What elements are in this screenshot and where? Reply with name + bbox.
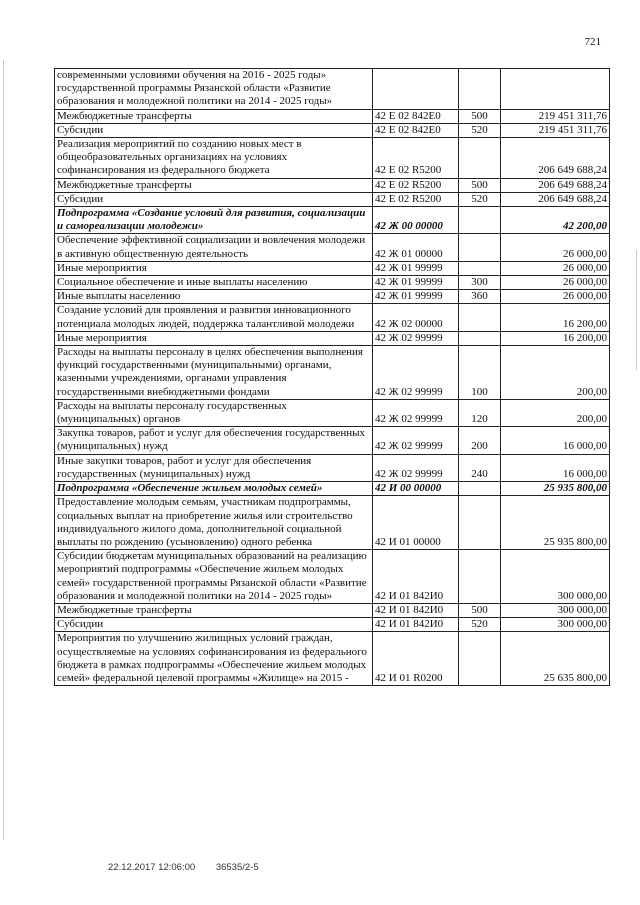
row-amount-cell: 16 000,00 <box>501 427 610 454</box>
row-name-cell: Иные закупки товаров, работ и услуг для обеспечения государственных (муниципальных) нужд <box>55 454 373 481</box>
row-expense-type-cell <box>459 207 501 234</box>
row-amount-cell: 300 000,00 <box>501 603 610 617</box>
row-expense-type-cell: 200 <box>459 427 501 454</box>
row-amount-cell: 26 000,00 <box>501 276 610 290</box>
scan-edge-left <box>3 60 4 840</box>
row-name-cell: Подпрограмма «Обеспечение жильем молодых семей» <box>55 482 373 496</box>
row-code-cell: 42 Ж 02 99999 <box>373 399 459 426</box>
table-row <box>55 346 610 400</box>
row-code-cell: 42 Ж 01 00000 <box>373 234 459 261</box>
row-name-cell: Иные мероприятия <box>55 261 373 275</box>
row-name-cell: Обеспечение эффективной социализации и вовлечения молодежи в активную общественную деятельность <box>55 234 373 261</box>
row-name-cell: Закупка товаров, работ и услуг для обеспечения государственных (муниципальных) нужд <box>55 427 373 454</box>
footer-timestamp: 22.12.2017 12:06:00 <box>108 862 196 873</box>
budget-table-body <box>55 69 610 686</box>
row-code-cell: 42 И 01 00000 <box>373 496 459 550</box>
row-expense-type-cell <box>459 482 501 496</box>
row-code-cell: 42 И 01 842И0 <box>373 603 459 617</box>
table-row <box>55 618 610 632</box>
row-name-cell: Создание условий для проявления и развития инновационного потенциала молодых людей, поддержка талантливой молодежи <box>55 304 373 331</box>
row-amount-cell: 25 935 800,00 <box>501 496 610 550</box>
table-row <box>55 454 610 481</box>
row-expense-type-cell: 520 <box>459 192 501 206</box>
row-code-cell: 42 Ж 00 00000 <box>373 207 459 234</box>
table-row <box>55 178 610 192</box>
table-row <box>55 331 610 345</box>
row-expense-type-cell <box>459 69 501 110</box>
table-row <box>55 399 610 426</box>
table-row <box>55 192 610 206</box>
row-expense-type-cell: 500 <box>459 109 501 123</box>
table-row <box>55 496 610 550</box>
row-amount-cell <box>501 69 610 110</box>
row-expense-type-cell <box>459 632 501 686</box>
row-amount-cell: 25 935 800,00 <box>501 482 610 496</box>
row-amount-cell: 200,00 <box>501 346 610 400</box>
row-amount-cell: 26 000,00 <box>501 234 610 261</box>
row-amount-cell: 206 649 688,24 <box>501 178 610 192</box>
row-code-cell: 42 И 01 842И0 <box>373 550 459 604</box>
row-code-cell: 42 Е 02 842Е0 <box>373 109 459 123</box>
table-row <box>55 276 610 290</box>
row-amount-cell: 300 000,00 <box>501 550 610 604</box>
row-amount-cell: 26 000,00 <box>501 290 610 304</box>
row-name-cell: Мероприятия по улучшению жилищных условий граждан, осуществляемые на условиях софинансирования из федерального бюджета в рамках подпрограммы «Обеспечение жильем молодых семей» федеральной целевой программы «Жилище» на 2015 - <box>55 632 373 686</box>
row-amount-cell: 206 649 688,24 <box>501 138 610 179</box>
row-name-cell: Межбюджетные трансферты <box>55 178 373 192</box>
footer <box>108 862 277 873</box>
row-amount-cell: 219 451 311,76 <box>501 109 610 123</box>
row-expense-type-cell: 520 <box>459 618 501 632</box>
row-name-cell: Социальное обеспечение и иные выплаты населению <box>55 276 373 290</box>
row-code-cell: 42 Ж 01 99999 <box>373 276 459 290</box>
row-name-cell: Предоставление молодым семьям, участникам подпрограммы, социальных выплат на приобретение жилья или строительство индивидуального жилого дома, дополнительной социальной выплаты по рождению (усыновлению) одного ребенка <box>55 496 373 550</box>
row-name-cell: Межбюджетные трансферты <box>55 603 373 617</box>
row-name-cell: Подпрограмма «Создание условий для развития, социализации и самореализации молодежи» <box>55 207 373 234</box>
row-expense-type-cell <box>459 261 501 275</box>
row-name-cell: Субсидии <box>55 618 373 632</box>
row-expense-type-cell: 100 <box>459 346 501 400</box>
row-amount-cell: 16 200,00 <box>501 304 610 331</box>
row-name-cell: Иные выплаты населению <box>55 290 373 304</box>
row-expense-type-cell: 120 <box>459 399 501 426</box>
row-amount-cell: 16 200,00 <box>501 331 610 345</box>
row-expense-type-cell <box>459 496 501 550</box>
table-row <box>55 138 610 179</box>
row-amount-cell: 26 000,00 <box>501 261 610 275</box>
row-expense-type-cell <box>459 331 501 345</box>
budget-table <box>54 68 610 686</box>
row-code-cell: 42 И 01 842И0 <box>373 618 459 632</box>
table-row <box>55 290 610 304</box>
row-name-cell: Иные мероприятия <box>55 331 373 345</box>
row-expense-type-cell <box>459 304 501 331</box>
row-code-cell: 42 Ж 02 99999 <box>373 454 459 481</box>
row-amount-cell: 200,00 <box>501 399 610 426</box>
row-code-cell: 42 Е 02 R5200 <box>373 178 459 192</box>
table-row <box>55 123 610 137</box>
table-row <box>55 482 610 496</box>
row-expense-type-cell: 300 <box>459 276 501 290</box>
table-row <box>55 632 610 686</box>
row-code-cell: 42 И 00 00000 <box>373 482 459 496</box>
table-row <box>55 427 610 454</box>
row-amount-cell: 206 649 688,24 <box>501 192 610 206</box>
row-expense-type-cell <box>459 234 501 261</box>
row-name-cell: Расходы на выплаты персоналу в целях обеспечения выполнения функций государственными (муниципальными) органами, казенными учреждениями, органами управления государственными внебюджетными фондами <box>55 346 373 400</box>
row-expense-type-cell: 520 <box>459 123 501 137</box>
row-expense-type-cell <box>459 550 501 604</box>
table-row <box>55 234 610 261</box>
page-number: 721 <box>584 36 601 48</box>
row-code-cell: 42 Ж 02 99999 <box>373 346 459 400</box>
table-row <box>55 304 610 331</box>
row-code-cell: 42 Е 02 R5200 <box>373 192 459 206</box>
row-expense-type-cell: 500 <box>459 603 501 617</box>
footer-doc-id: 36535/2-5 <box>215 862 259 873</box>
row-name-cell: Субсидии <box>55 123 373 137</box>
row-name-cell: Расходы на выплаты персоналу государственных (муниципальных) органов <box>55 399 373 426</box>
row-code-cell: 42 Ж 02 99999 <box>373 427 459 454</box>
scan-edge-right <box>636 250 637 370</box>
row-expense-type-cell: 360 <box>459 290 501 304</box>
table-row <box>55 550 610 604</box>
row-expense-type-cell: 500 <box>459 178 501 192</box>
table-row <box>55 261 610 275</box>
row-expense-type-cell <box>459 138 501 179</box>
table-row <box>55 207 610 234</box>
row-code-cell: 42 Ж 01 99999 <box>373 261 459 275</box>
table-row <box>55 603 610 617</box>
table-row <box>55 109 610 123</box>
row-code-cell: 42 Е 02 R5200 <box>373 138 459 179</box>
row-name-cell: современными условиями обучения на 2016 - 2025 годы» государственной программы Рязанской области «Развитие образования и молодежной политики на 2014 - 2025 годы» <box>55 69 373 110</box>
row-code-cell: 42 Ж 02 00000 <box>373 304 459 331</box>
row-name-cell: Субсидии бюджетам муниципальных образований на реализацию мероприятий подпрограммы «Обеспечение жильем молодых семей» государственной программы Рязанской области «Развитие образования и молодежной политики на 2014 - 2025 годы» <box>55 550 373 604</box>
row-amount-cell: 219 451 311,76 <box>501 123 610 137</box>
row-amount-cell: 42 200,00 <box>501 207 610 234</box>
row-code-cell: 42 Ж 02 99999 <box>373 331 459 345</box>
row-code-cell: 42 Е 02 842Е0 <box>373 123 459 137</box>
row-name-cell: Субсидии <box>55 192 373 206</box>
row-expense-type-cell: 240 <box>459 454 501 481</box>
row-code-cell: 42 Ж 01 99999 <box>373 290 459 304</box>
row-amount-cell: 25 635 800,00 <box>501 632 610 686</box>
row-amount-cell: 300 000,00 <box>501 618 610 632</box>
row-code-cell: 42 И 01 R0200 <box>373 632 459 686</box>
row-name-cell: Реализация мероприятий по созданию новых мест в общеобразовательных организациях на условиях софинансирования из федерального бюджета <box>55 138 373 179</box>
row-code-cell <box>373 69 459 110</box>
row-amount-cell: 16 000,00 <box>501 454 610 481</box>
table-row <box>55 69 610 110</box>
row-name-cell: Межбюджетные трансферты <box>55 109 373 123</box>
